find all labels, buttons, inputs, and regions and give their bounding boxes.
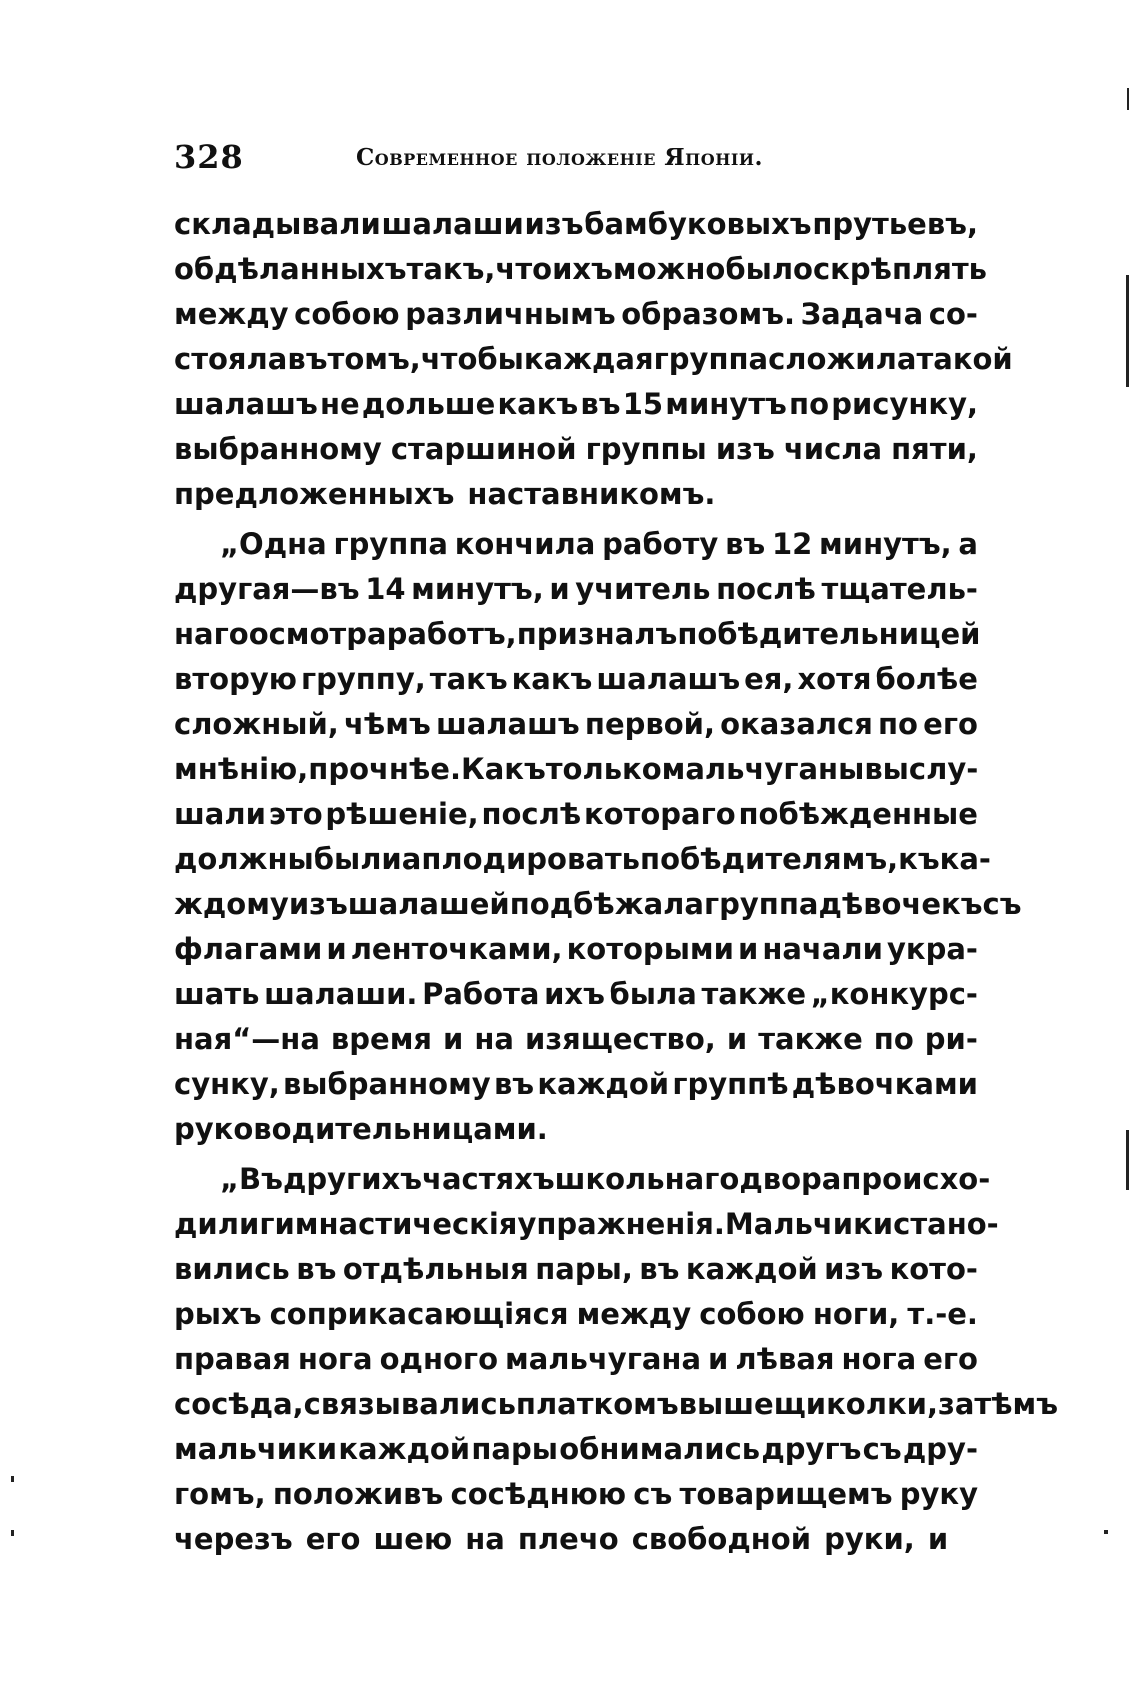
word: частяхъ — [422, 1162, 555, 1196]
word: въ — [580, 387, 621, 421]
word: и — [708, 1342, 729, 1376]
text-line — [174, 427, 978, 472]
word: время — [330, 1022, 433, 1056]
text-line — [174, 972, 978, 1017]
word: оказался — [720, 707, 873, 741]
word: 15 — [622, 387, 664, 421]
word: побѣдителямъ, — [640, 842, 899, 876]
word: и — [927, 1522, 949, 1556]
text-line — [174, 1247, 978, 1292]
text-line — [174, 882, 1022, 927]
word: и — [443, 1022, 464, 1056]
word: тщатель- — [821, 572, 978, 606]
word: работу — [602, 527, 719, 561]
text-line — [174, 927, 978, 972]
text-line — [174, 1062, 978, 1107]
word: шалашъ — [435, 707, 580, 741]
text-line — [174, 1202, 999, 1247]
word: школьнаго — [554, 1162, 740, 1196]
word: не — [319, 387, 360, 421]
word: осмотра — [248, 617, 387, 651]
word: между — [576, 1297, 692, 1331]
word: учитель — [575, 572, 711, 606]
word: свободной — [631, 1522, 812, 1556]
word: изящество, — [525, 1022, 716, 1056]
scan-mark — [1104, 1530, 1108, 1534]
word: котораго — [583, 797, 736, 831]
word: старшиной — [390, 432, 577, 466]
word: въ — [296, 1252, 337, 1286]
text-line — [174, 792, 978, 837]
word: минутъ — [665, 387, 787, 421]
word: его — [305, 1522, 361, 1556]
text-line — [174, 1517, 978, 1562]
word: товарищемъ — [679, 1477, 893, 1511]
word: т.-е. — [907, 1297, 978, 1331]
word: наго — [174, 617, 249, 651]
word: кото- — [889, 1252, 978, 1286]
page-number: 328 — [174, 138, 244, 176]
text-line — [174, 247, 987, 292]
word: что — [495, 252, 553, 286]
word: ихъ — [544, 977, 605, 1011]
word: мальчуганы — [661, 752, 865, 786]
word: шалашъ — [596, 662, 741, 696]
word: прочнѣе. — [308, 752, 461, 786]
word: ка- — [939, 842, 991, 876]
word: выслу- — [864, 752, 979, 786]
text-line — [174, 1472, 978, 1517]
word: затѣмъ — [937, 1387, 1059, 1421]
word: съ — [633, 1477, 673, 1511]
word: образомъ. — [621, 297, 795, 331]
word: такой — [916, 342, 1013, 376]
word: складывали — [174, 207, 381, 241]
word: а — [958, 527, 978, 561]
word: „Въ — [220, 1162, 283, 1196]
word: съ — [982, 887, 1022, 921]
word: шать — [174, 977, 260, 1011]
text-line — [174, 1427, 978, 1472]
word: нога — [841, 1342, 917, 1376]
word: можно — [612, 252, 726, 286]
word: группѣ — [672, 1067, 789, 1101]
word: сложила — [768, 342, 917, 376]
word: „Одна — [220, 527, 327, 561]
word: вторую — [174, 662, 297, 696]
word: „конкурс- — [810, 977, 978, 1011]
word: какъ — [497, 387, 579, 421]
word: изъ — [824, 1252, 884, 1286]
word: изъ — [288, 887, 348, 921]
word: различнымъ — [405, 297, 616, 331]
word: Задача — [800, 297, 924, 331]
word: болѣе — [875, 662, 978, 696]
word: по — [878, 707, 918, 741]
word: изъ — [524, 207, 584, 241]
word: гимнастическія — [259, 1207, 518, 1241]
word: флагами — [174, 932, 323, 966]
text-line — [174, 567, 978, 612]
word: работъ, — [386, 617, 517, 651]
word: бамбуковыхъ — [584, 207, 812, 241]
scan-mark — [1126, 1130, 1129, 1190]
word: только — [545, 752, 662, 786]
word: пяти, — [891, 432, 978, 466]
word: чтобы — [420, 342, 524, 376]
text-line — [174, 1292, 978, 1337]
word: на — [474, 1022, 514, 1056]
word: минутъ, — [819, 527, 952, 561]
word: стояла — [174, 342, 288, 376]
body-text — [174, 202, 1059, 1562]
word: каждой — [338, 1432, 471, 1466]
word: шали — [174, 797, 266, 831]
word: черезъ — [174, 1522, 293, 1556]
word: которыми — [566, 932, 734, 966]
word: отдѣльныя — [342, 1252, 529, 1286]
word: наставникомъ. — [467, 477, 716, 511]
word: побѣдительницей — [677, 617, 981, 651]
word: кончила — [454, 527, 596, 561]
word: пары — [471, 1432, 558, 1466]
word: между — [174, 297, 289, 331]
word: послѣ — [716, 572, 816, 606]
text-line — [174, 337, 1013, 382]
text-line — [174, 1157, 991, 1202]
word: правая — [174, 1342, 291, 1376]
word: также — [758, 1022, 863, 1056]
word: Мальчики — [724, 1207, 894, 1241]
word: въ — [725, 527, 766, 561]
word: другихъ — [282, 1162, 423, 1196]
word: нога — [297, 1342, 373, 1376]
word: минутъ, — [411, 572, 544, 606]
word: упражненія. — [517, 1207, 725, 1241]
word: каждой — [537, 1067, 670, 1101]
word: также — [701, 977, 807, 1011]
word: побѣжденные — [738, 797, 978, 831]
word: каждой — [685, 1252, 818, 1286]
running-title: Современное положеніе Японіи. — [356, 144, 763, 171]
paragraph — [174, 1157, 1059, 1562]
text-line — [174, 1337, 978, 1382]
word: и — [549, 572, 570, 606]
text-line — [174, 1382, 1059, 1427]
text-line — [174, 747, 978, 792]
word: въ — [493, 1067, 535, 1101]
word: одного — [379, 1342, 499, 1376]
word: сложный, — [174, 707, 339, 741]
word: ихъ — [552, 252, 613, 286]
word: соприкасающіяся — [269, 1297, 569, 1331]
word: прутьевъ, — [812, 207, 978, 241]
text-line — [174, 702, 978, 747]
word: ленточками, — [350, 932, 563, 966]
word: со- — [928, 297, 978, 331]
page-header — [174, 138, 974, 182]
word: щиколки, — [773, 1387, 938, 1421]
text-line — [174, 292, 978, 337]
word: выбранному — [282, 1067, 491, 1101]
word: группа — [653, 342, 769, 376]
word: рисунку, — [831, 387, 978, 421]
word: дѣвочками — [791, 1067, 978, 1101]
word: шалаши — [381, 207, 524, 241]
word: ри- — [924, 1022, 978, 1056]
word: къ — [898, 842, 940, 876]
word: собою — [294, 297, 400, 331]
word: на — [465, 1522, 505, 1556]
word: обдѣланныхъ — [174, 252, 407, 286]
word: съ — [862, 1432, 902, 1466]
word: лѣвая — [735, 1342, 835, 1376]
word: его — [923, 707, 978, 741]
word: шалаши. — [264, 977, 418, 1011]
word: руки, — [824, 1522, 915, 1556]
word: дѣвочекъ — [818, 887, 983, 921]
word: рыхъ — [174, 1297, 262, 1331]
word: первой, — [584, 707, 715, 741]
word: начали — [762, 932, 883, 966]
word: Работа — [422, 977, 540, 1011]
word: стано- — [893, 1207, 999, 1241]
text-line — [174, 837, 991, 882]
word: должны — [174, 842, 314, 876]
word: ждому — [174, 887, 289, 921]
word: призналъ — [516, 617, 678, 651]
word: чѣмъ — [344, 707, 431, 741]
word: положивъ — [272, 1477, 444, 1511]
word: группу, — [300, 662, 426, 696]
word: выше — [678, 1387, 774, 1421]
word: сунку, — [174, 1067, 280, 1101]
word: плечо — [517, 1522, 619, 1556]
word: томъ, — [327, 342, 421, 376]
word: такъ — [429, 662, 508, 696]
word: 14 — [365, 572, 406, 606]
word: укра- — [886, 932, 978, 966]
word: въ — [287, 342, 328, 376]
word: платкомъ — [515, 1387, 679, 1421]
word: связывались — [303, 1387, 516, 1421]
word: руководительницами. — [174, 1112, 548, 1146]
word: были — [313, 842, 402, 876]
word: другая—въ — [174, 572, 360, 606]
text-line — [174, 612, 981, 657]
word: хотя — [797, 662, 872, 696]
word: мальчики — [174, 1432, 338, 1466]
word: была — [609, 977, 697, 1011]
word: происхо- — [841, 1162, 991, 1196]
word: по — [789, 387, 829, 421]
word: ея, — [744, 662, 794, 696]
word: и — [326, 932, 347, 966]
word: выбранному — [174, 432, 382, 466]
paragraph — [174, 202, 1013, 517]
text-line — [174, 202, 978, 247]
word: ноги, — [812, 1297, 900, 1331]
word: пары, — [535, 1252, 633, 1286]
word: и — [726, 1022, 748, 1056]
word: ная“—на — [174, 1022, 320, 1056]
word: собою — [699, 1297, 805, 1331]
word: шею — [373, 1522, 453, 1556]
word: и — [737, 932, 759, 966]
scan-mark — [1127, 88, 1129, 110]
word: какъ — [511, 662, 593, 696]
word: въ — [639, 1252, 680, 1286]
word: послѣ — [481, 797, 582, 831]
word: мнѣнію, — [174, 752, 309, 786]
word: дили — [174, 1207, 260, 1241]
word: 12 — [771, 527, 813, 561]
word: по — [873, 1022, 914, 1056]
word: рѣшеніе, — [325, 797, 479, 831]
word: группа — [703, 887, 819, 921]
word: аплодировать — [401, 842, 641, 876]
word: группа — [333, 527, 448, 561]
word: гомъ, — [174, 1477, 266, 1511]
word: его — [923, 1342, 978, 1376]
word: Какъ — [460, 752, 546, 786]
word: группы — [585, 432, 707, 466]
word: предложенныхъ — [174, 477, 455, 511]
text-line — [174, 657, 978, 702]
scan-mark — [11, 1530, 14, 1536]
scan-mark — [11, 1476, 14, 1482]
word: изъ — [715, 432, 775, 466]
text-line — [174, 1017, 978, 1062]
word: двора — [739, 1162, 842, 1196]
word: дру- — [902, 1432, 978, 1466]
text-line — [174, 1107, 978, 1152]
word: дольше — [361, 387, 496, 421]
word: было — [725, 252, 813, 286]
paragraph — [174, 522, 1022, 1152]
word: другъ — [761, 1432, 862, 1466]
word: вились — [174, 1252, 290, 1286]
word: сосѣда, — [174, 1387, 304, 1421]
word: шалашъ — [174, 387, 318, 421]
word: такъ, — [406, 252, 496, 286]
word: подбѣжала — [509, 887, 704, 921]
text-line — [174, 522, 978, 567]
text-line — [174, 472, 978, 517]
text-line — [174, 382, 978, 427]
word: сосѣднюю — [450, 1477, 627, 1511]
word: это — [268, 797, 323, 831]
word: руку — [899, 1477, 978, 1511]
word: числа — [783, 432, 883, 466]
word: обнимались — [559, 1432, 761, 1466]
word: мальчугана — [505, 1342, 702, 1376]
word: скрѣплять — [812, 252, 987, 286]
scan-mark — [1126, 275, 1129, 387]
word: каждая — [523, 342, 654, 376]
word: шалашей — [347, 887, 510, 921]
